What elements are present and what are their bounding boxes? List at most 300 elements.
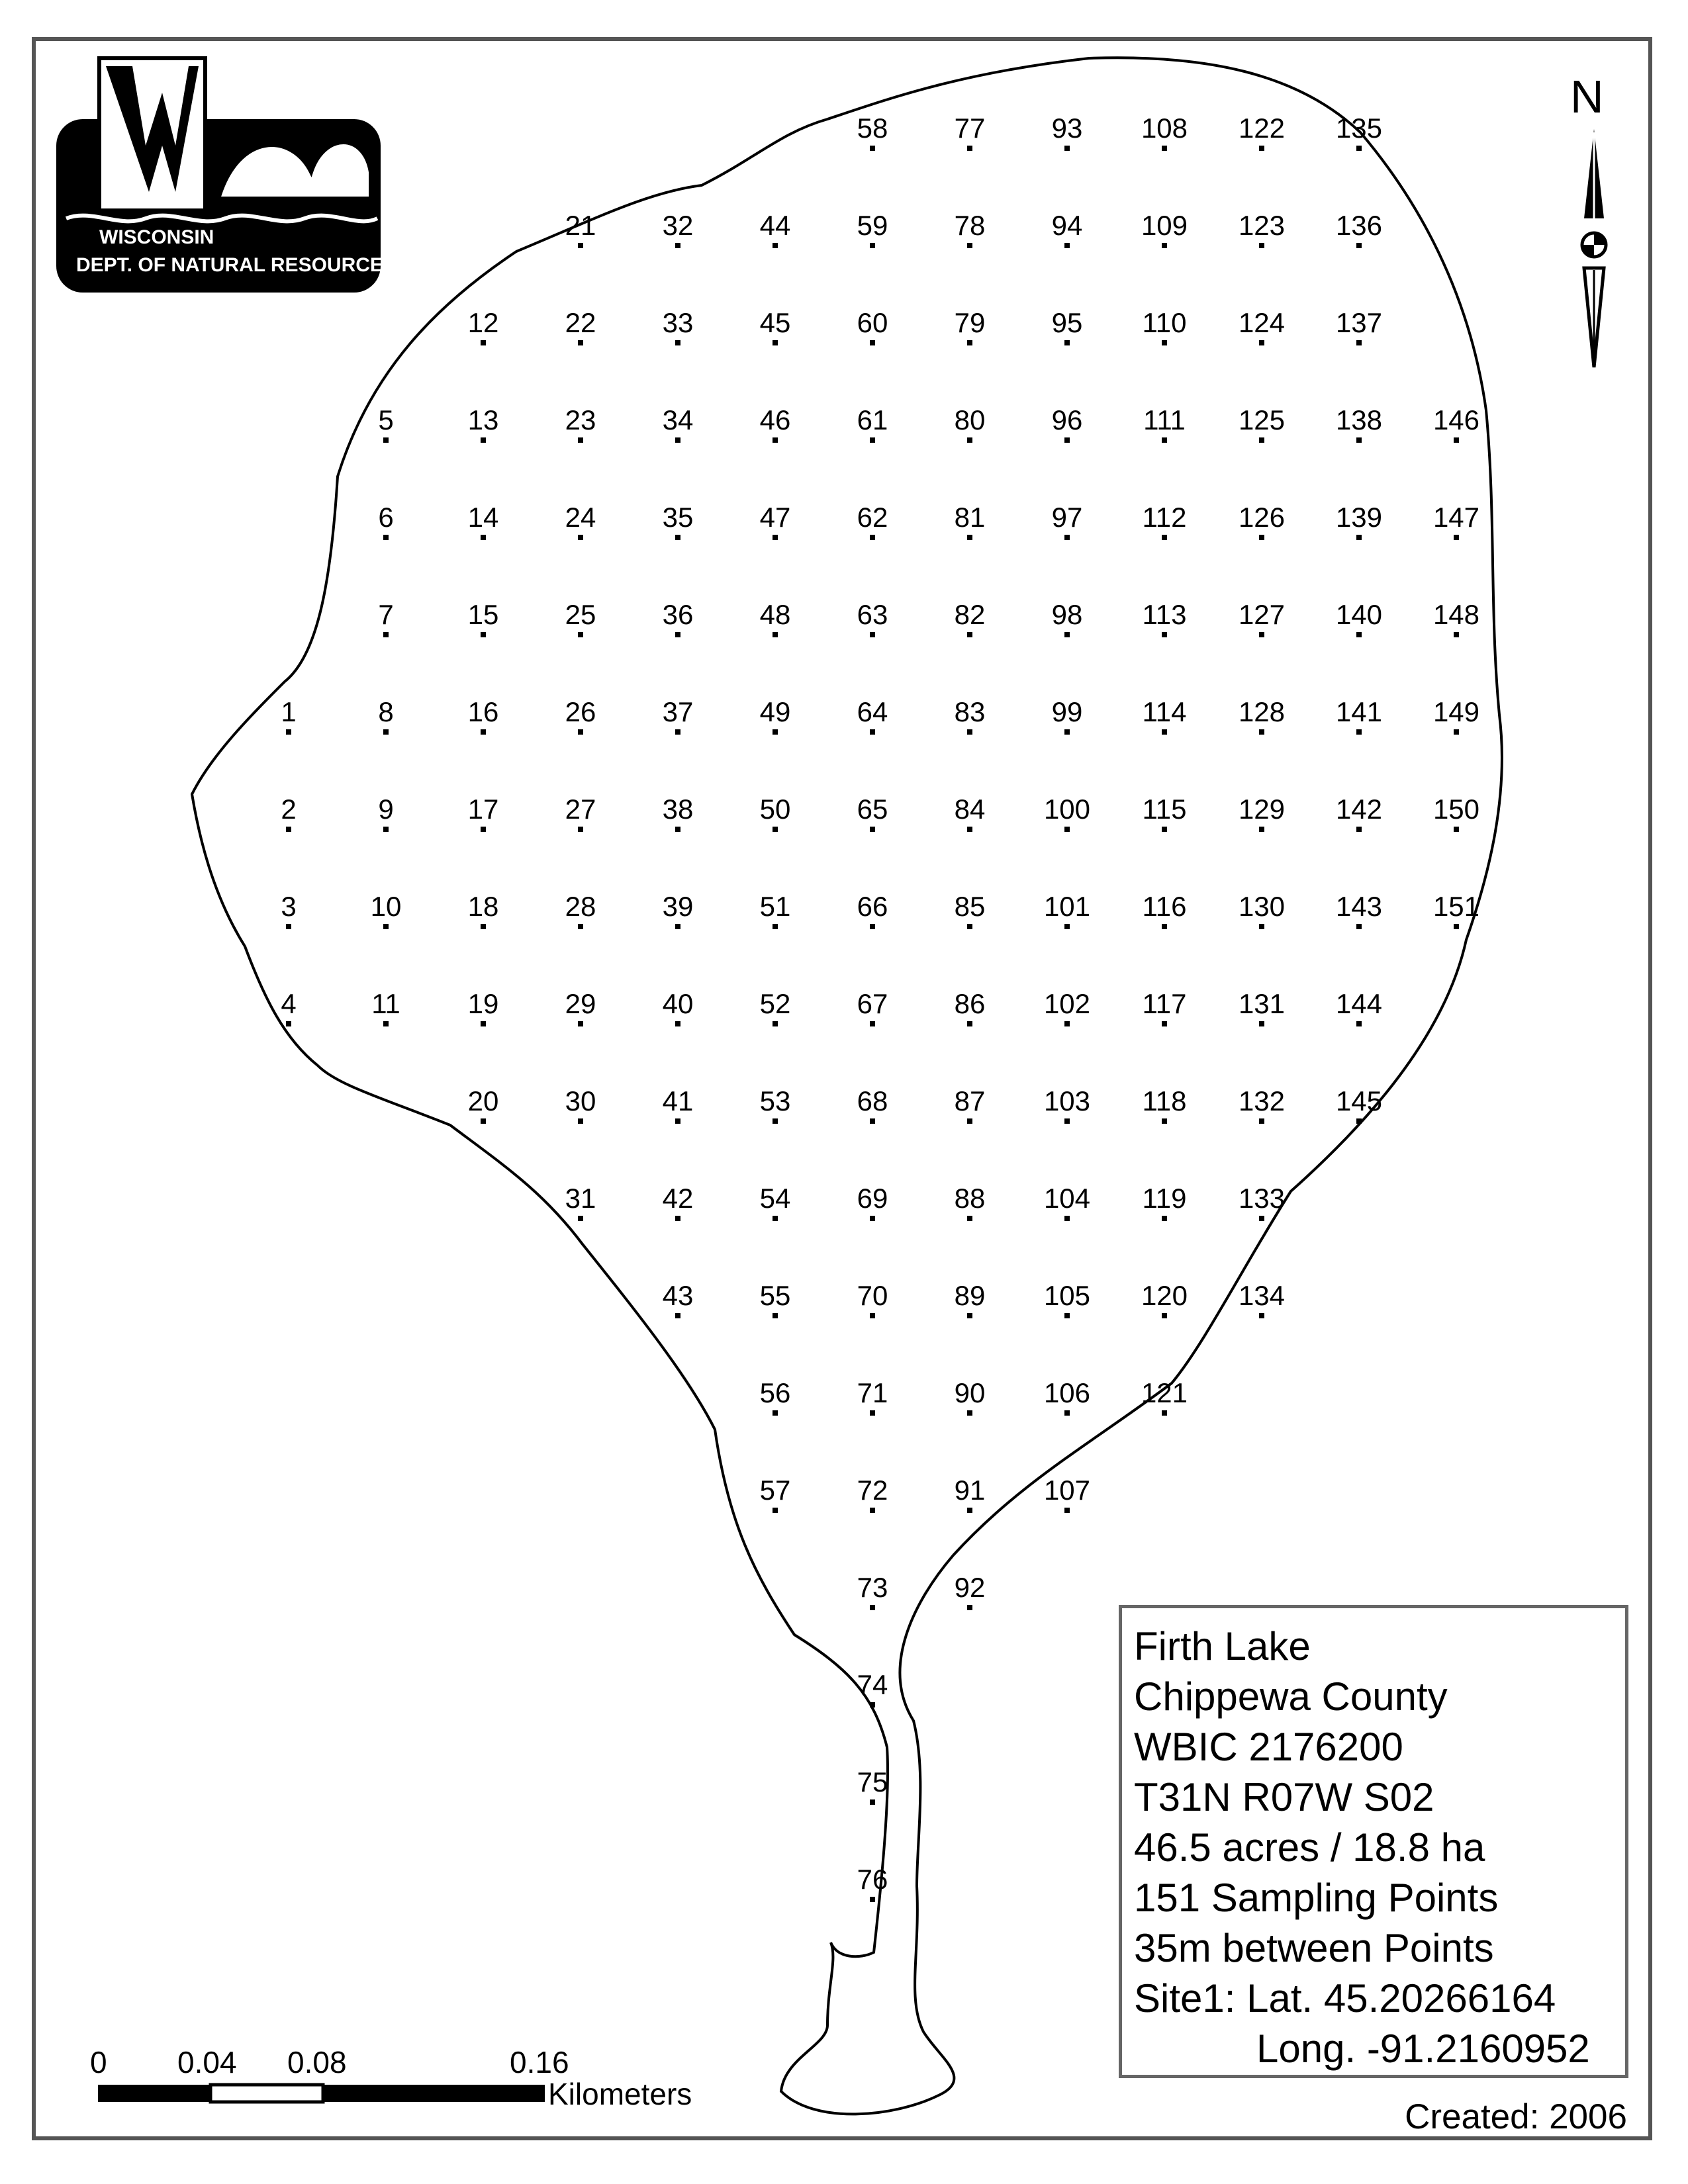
created-date: Created: 2006 — [1405, 2097, 1627, 2136]
sampling-point — [565, 599, 596, 637]
sampling-point-marker — [1259, 146, 1264, 151]
sampling-point-label: 36 — [662, 599, 694, 630]
sampling-point — [468, 696, 499, 735]
sampling-point-label: 16 — [467, 696, 499, 727]
sampling-point-marker — [870, 1702, 875, 1707]
sampling-point-marker — [578, 535, 583, 540]
sampling-point-label: 91 — [954, 1475, 986, 1506]
sampling-point-label: 128 — [1238, 696, 1286, 727]
sampling-point-marker — [773, 1508, 778, 1513]
sampling-point-label: 48 — [759, 599, 791, 630]
sampling-point-label: 87 — [954, 1085, 986, 1116]
sampling-point-marker — [578, 1216, 583, 1221]
sampling-point-marker — [675, 632, 680, 637]
sampling-point — [1044, 1085, 1090, 1124]
sampling-point — [857, 1085, 888, 1124]
sampling-point-label: 108 — [1141, 113, 1188, 144]
sampling-point-marker — [675, 340, 680, 345]
sampling-point-count: 151 Sampling Points — [1134, 1876, 1499, 1920]
sampling-point-marker — [967, 827, 972, 832]
sampling-point-marker — [1162, 1313, 1167, 1318]
sampling-point-label: 146 — [1432, 404, 1480, 435]
sampling-point-label: 88 — [954, 1183, 986, 1214]
sampling-point-marker — [383, 827, 389, 832]
sampling-point — [663, 210, 694, 248]
sampling-point-marker — [773, 1118, 778, 1124]
sampling-point — [281, 891, 296, 929]
sampling-point-marker — [1356, 437, 1362, 443]
sampling-point — [760, 1085, 791, 1124]
sampling-point-label: 46 — [759, 404, 791, 435]
sampling-point-marker — [383, 535, 389, 540]
sampling-point — [468, 502, 499, 540]
scale-label-016: 0.16 — [510, 2045, 569, 2079]
sampling-point-marker — [870, 535, 875, 540]
sampling-point — [760, 696, 791, 735]
sampling-point-marker — [870, 1897, 875, 1902]
sampling-point-marker — [1162, 729, 1167, 735]
sampling-point — [760, 599, 791, 637]
sampling-point-label: 38 — [662, 794, 694, 825]
sampling-point-marker — [1162, 827, 1167, 832]
sampling-point — [1239, 113, 1285, 151]
sampling-point-marker — [578, 1118, 583, 1124]
sampling-point-marker — [383, 437, 389, 443]
sampling-point — [1052, 307, 1083, 345]
sampling-point-label: 3 — [281, 891, 297, 922]
sampling-point — [955, 113, 986, 151]
sampling-point-label: 71 — [857, 1377, 888, 1408]
sampling-point — [857, 1766, 888, 1805]
sampling-point — [1141, 1377, 1188, 1416]
sampling-point-label: 55 — [759, 1280, 791, 1311]
sampling-point-label: 104 — [1043, 1183, 1091, 1214]
sampling-point — [1044, 1377, 1090, 1416]
sampling-point — [1433, 404, 1479, 443]
sampling-point-label: 50 — [759, 794, 791, 825]
sampling-point — [955, 1085, 986, 1124]
sampling-point-marker — [870, 632, 875, 637]
sampling-point-marker — [967, 1216, 972, 1221]
sampling-point-label: 95 — [1051, 307, 1083, 338]
sampling-point-marker — [286, 1021, 291, 1026]
sampling-point-marker — [870, 1118, 875, 1124]
sampling-point-label: 68 — [857, 1085, 888, 1116]
sampling-point-marker — [870, 1021, 875, 1026]
sampling-point — [1044, 1280, 1090, 1318]
sampling-point-label: 58 — [857, 113, 888, 144]
sampling-point — [1044, 1475, 1090, 1513]
sampling-point-label: 72 — [857, 1475, 888, 1506]
sampling-point — [468, 307, 499, 345]
sampling-point-marker — [870, 1313, 875, 1318]
sampling-point-label: 125 — [1238, 404, 1286, 435]
sampling-point-label: 143 — [1335, 891, 1383, 922]
sampling-point-marker — [675, 535, 680, 540]
sampling-point-marker — [870, 1605, 875, 1610]
sampling-point-label: 41 — [662, 1085, 694, 1116]
sampling-point-marker — [675, 1216, 680, 1221]
sampling-point-label: 31 — [565, 1183, 596, 1214]
sampling-point-marker — [1064, 535, 1070, 540]
sampling-point-label: 102 — [1043, 988, 1091, 1019]
sampling-point-label: 32 — [662, 210, 694, 241]
sampling-point-label: 119 — [1142, 1183, 1187, 1214]
sampling-point-label: 61 — [857, 404, 888, 435]
sampling-point-label: 147 — [1432, 502, 1480, 533]
sampling-point-marker — [967, 1118, 972, 1124]
sampling-point-label: 80 — [954, 404, 986, 435]
logo-line-2: DEPT. OF NATURAL RESOURCES — [76, 254, 397, 276]
sampling-point-label: 133 — [1238, 1183, 1286, 1214]
sampling-point — [857, 891, 888, 929]
sampling-point-label: 121 — [1141, 1377, 1188, 1408]
sampling-point-marker — [773, 1021, 778, 1026]
scale-bar — [90, 2045, 692, 2111]
sampling-point-marker — [870, 924, 875, 929]
sampling-point-label: 34 — [662, 404, 694, 435]
sampling-point — [760, 794, 791, 832]
sampling-point-label: 62 — [857, 502, 888, 533]
sampling-point-marker — [675, 924, 680, 929]
sampling-point-marker — [1454, 924, 1459, 929]
sampling-point-marker — [286, 924, 291, 929]
sampling-point-marker — [773, 1313, 778, 1318]
sampling-point — [955, 502, 986, 540]
sampling-point — [663, 599, 694, 637]
sampling-point-marker — [1259, 632, 1264, 637]
county-name: Chippewa County — [1134, 1674, 1448, 1719]
sampling-point-marker — [675, 437, 680, 443]
sampling-point — [1052, 696, 1083, 735]
sampling-point-label: 82 — [954, 599, 986, 630]
sampling-point — [663, 988, 694, 1026]
sampling-point-label: 96 — [1051, 404, 1083, 435]
sampling-point — [857, 1864, 888, 1902]
sampling-point-label: 89 — [954, 1280, 986, 1311]
sampling-point — [1141, 113, 1188, 151]
sampling-point-label: 145 — [1335, 1085, 1383, 1116]
sampling-point-label: 39 — [662, 891, 694, 922]
sampling-point — [1239, 307, 1285, 345]
sampling-point-label: 127 — [1238, 599, 1286, 630]
sampling-point-label: 44 — [759, 210, 791, 241]
sampling-point — [565, 794, 596, 832]
sampling-point — [1336, 891, 1382, 929]
sampling-point — [760, 1475, 791, 1513]
point-spacing: 35m between Points — [1134, 1926, 1494, 1970]
sampling-point-marker — [1356, 243, 1362, 248]
sampling-point-marker — [675, 243, 680, 248]
sampling-point-marker — [870, 1410, 875, 1416]
sampling-point — [760, 210, 791, 248]
sampling-point-marker — [481, 1118, 486, 1124]
sampling-point — [378, 404, 393, 443]
sampling-point — [281, 988, 296, 1026]
sampling-point-label: 149 — [1432, 696, 1480, 727]
sampling-point — [955, 794, 986, 832]
sampling-point-label: 101 — [1043, 891, 1091, 922]
sampling-point-marker — [1259, 1313, 1264, 1318]
sampling-point-marker — [481, 1021, 486, 1026]
sampling-point — [1336, 502, 1382, 540]
sampling-point-label: 109 — [1141, 210, 1188, 241]
sampling-point-marker — [967, 729, 972, 735]
sampling-point-marker — [1356, 729, 1362, 735]
sampling-point — [1052, 404, 1083, 443]
sampling-point-marker — [870, 340, 875, 345]
sampling-point — [857, 502, 888, 540]
sampling-point — [565, 891, 596, 929]
sampling-point-marker — [1454, 827, 1459, 832]
sampling-point-label: 115 — [1142, 794, 1187, 825]
sampling-point-label: 103 — [1043, 1085, 1091, 1116]
sampling-point-marker — [1356, 1021, 1362, 1026]
sampling-point-marker — [870, 1508, 875, 1513]
sampling-point-label: 79 — [954, 307, 986, 338]
sampling-point-marker — [773, 924, 778, 929]
sampling-point — [1143, 988, 1187, 1026]
sampling-point-label: 52 — [759, 988, 791, 1019]
sampling-point-label: 22 — [565, 307, 596, 338]
sampling-point-label: 120 — [1141, 1280, 1188, 1311]
sampling-point-marker — [967, 146, 972, 151]
sampling-point-marker — [773, 1216, 778, 1221]
sampling-point — [1143, 1183, 1187, 1221]
sampling-point — [1336, 113, 1382, 151]
sampling-point — [1239, 1183, 1285, 1221]
scale-segment-1 — [98, 2085, 211, 2102]
sampling-point-label: 10 — [370, 891, 402, 922]
sampling-point-label: 40 — [662, 988, 694, 1019]
sampling-point — [378, 696, 393, 735]
sampling-point — [468, 988, 499, 1026]
sampling-point — [1239, 988, 1285, 1026]
sampling-point-marker — [675, 1313, 680, 1318]
sampling-point-label: 93 — [1051, 113, 1083, 144]
sampling-point-marker — [675, 1118, 680, 1124]
sampling-point-label: 117 — [1142, 988, 1187, 1019]
sampling-point-label: 47 — [759, 502, 791, 533]
sampling-point-marker — [1259, 924, 1264, 929]
sampling-point-marker — [1162, 1118, 1167, 1124]
wdnr-logo — [56, 58, 397, 293]
sampling-point — [955, 1572, 986, 1610]
sampling-point-marker — [1064, 1508, 1070, 1513]
sampling-point-marker — [773, 535, 778, 540]
sampling-point — [1433, 502, 1479, 540]
sampling-point — [663, 1280, 694, 1318]
sampling-point-label: 27 — [565, 794, 596, 825]
sampling-point — [1044, 988, 1090, 1026]
sampling-point-marker — [1454, 632, 1459, 637]
sampling-point-marker — [967, 632, 972, 637]
sampling-point-label: 116 — [1142, 891, 1187, 922]
sampling-point — [857, 599, 888, 637]
sampling-point-label: 137 — [1335, 307, 1383, 338]
sampling-point-label: 9 — [378, 794, 394, 825]
sampling-point-label: 90 — [954, 1377, 986, 1408]
sampling-point — [1433, 599, 1479, 637]
scale-segment-3 — [323, 2085, 545, 2102]
sampling-point-marker — [1162, 924, 1167, 929]
sampling-point-marker — [1356, 340, 1362, 345]
sampling-point — [565, 696, 596, 735]
sampling-point — [1239, 794, 1285, 832]
sampling-point — [955, 891, 986, 929]
sampling-point-marker — [481, 437, 486, 443]
sampling-point — [857, 1475, 888, 1513]
sampling-point-label: 37 — [662, 696, 694, 727]
sampling-point-marker — [773, 632, 778, 637]
sampling-point-marker — [1064, 243, 1070, 248]
sampling-point — [663, 696, 694, 735]
sampling-point-label: 7 — [378, 599, 394, 630]
sampling-point-label: 25 — [565, 599, 596, 630]
sampling-point-label: 57 — [759, 1475, 791, 1506]
sampling-point — [1239, 404, 1285, 443]
scale-label-0: 0 — [90, 2045, 107, 2079]
sampling-point-marker — [1259, 729, 1264, 735]
sampling-point-label: 4 — [281, 988, 297, 1019]
sampling-point-label: 122 — [1238, 113, 1286, 144]
sampling-point-marker — [578, 729, 583, 735]
sampling-point — [955, 210, 986, 248]
sampling-point-marker — [481, 729, 486, 735]
sampling-point — [1336, 404, 1382, 443]
sampling-point-label: 105 — [1043, 1280, 1091, 1311]
sampling-point — [1239, 502, 1285, 540]
sampling-point — [1239, 696, 1285, 735]
sampling-point — [371, 891, 402, 929]
sampling-point-label: 65 — [857, 794, 888, 825]
sampling-point-label: 59 — [857, 210, 888, 241]
lake-area: 46.5 acres / 18.8 ha — [1134, 1825, 1485, 1870]
sampling-point — [663, 404, 694, 443]
sampling-point — [378, 794, 393, 832]
sampling-point-marker — [481, 924, 486, 929]
scale-segment-2 — [211, 2085, 323, 2102]
sampling-point-marker — [1259, 437, 1264, 443]
sampling-point — [1239, 599, 1285, 637]
sampling-point-marker — [481, 340, 486, 345]
sampling-point-marker — [1356, 535, 1362, 540]
wbic-code: WBIC 2176200 — [1134, 1725, 1403, 1769]
sampling-point-marker — [967, 535, 972, 540]
sampling-point-label: 21 — [565, 210, 596, 241]
sampling-point-marker — [578, 340, 583, 345]
sampling-point-marker — [1356, 1118, 1362, 1124]
sampling-point-marker — [1064, 1118, 1070, 1124]
sampling-point — [1052, 210, 1083, 248]
sampling-point — [955, 1183, 986, 1221]
sampling-point-label: 63 — [857, 599, 888, 630]
sampling-point-label: 148 — [1432, 599, 1480, 630]
sampling-point-label: 138 — [1335, 404, 1383, 435]
sampling-point — [760, 988, 791, 1026]
sampling-point-marker — [1259, 1021, 1264, 1026]
sampling-point-label: 42 — [662, 1183, 694, 1214]
sampling-point — [857, 1377, 888, 1416]
sampling-point-marker — [1162, 437, 1167, 443]
sampling-point-label: 69 — [857, 1183, 888, 1214]
sampling-point-marker — [773, 729, 778, 735]
sampling-point-label: 11 — [371, 988, 400, 1019]
sampling-point-label: 113 — [1142, 599, 1187, 630]
sampling-point-label: 17 — [467, 794, 499, 825]
sampling-point — [760, 1280, 791, 1318]
sampling-point — [1143, 599, 1187, 637]
sampling-point-marker — [967, 1605, 972, 1610]
sampling-point-label: 64 — [857, 696, 888, 727]
sampling-point-marker — [1356, 827, 1362, 832]
sampling-point-label: 43 — [662, 1280, 694, 1311]
sampling-point-label: 94 — [1051, 210, 1083, 241]
sampling-point-label: 1 — [281, 696, 297, 727]
sampling-point-label: 35 — [662, 502, 694, 533]
sampling-point — [857, 210, 888, 248]
sampling-point-marker — [1064, 146, 1070, 151]
sampling-point-marker — [578, 1021, 583, 1026]
sampling-point-label: 86 — [954, 988, 986, 1019]
sampling-point — [378, 599, 393, 637]
sampling-point — [1052, 113, 1083, 151]
sampling-point — [1143, 891, 1187, 929]
sampling-point — [1336, 210, 1382, 248]
sampling-point-label: 60 — [857, 307, 888, 338]
sampling-point — [1336, 599, 1382, 637]
sampling-point-marker — [1454, 729, 1459, 735]
sampling-point-marker — [481, 632, 486, 637]
sampling-point-label: 114 — [1142, 696, 1187, 727]
sampling-point — [1239, 1085, 1285, 1124]
sampling-point-label: 135 — [1335, 113, 1383, 144]
sampling-point-label: 5 — [378, 404, 394, 435]
sampling-point-label: 106 — [1043, 1377, 1091, 1408]
sampling-point-label: 24 — [565, 502, 596, 533]
sampling-point-marker — [1162, 146, 1167, 151]
sampling-point-label: 111 — [1143, 404, 1186, 435]
sampling-point-marker — [1356, 146, 1362, 151]
sampling-point-label: 112 — [1142, 502, 1187, 533]
sampling-point-label: 144 — [1335, 988, 1383, 1019]
sampling-point-label: 13 — [467, 404, 499, 435]
sampling-point-label: 92 — [954, 1572, 986, 1603]
sampling-point — [1336, 988, 1382, 1026]
sampling-point-label: 78 — [954, 210, 986, 241]
sampling-point-marker — [773, 437, 778, 443]
sampling-point-label: 8 — [378, 696, 394, 727]
sampling-point-marker — [1162, 1216, 1167, 1221]
sampling-point — [663, 307, 694, 345]
sampling-point-label: 132 — [1238, 1085, 1286, 1116]
sampling-point — [857, 113, 888, 151]
sampling-point — [760, 891, 791, 929]
sampling-point-label: 130 — [1238, 891, 1286, 922]
sampling-point-label: 14 — [467, 502, 499, 533]
sampling-point-marker — [967, 1313, 972, 1318]
sampling-point-label: 67 — [857, 988, 888, 1019]
sampling-point — [1143, 794, 1187, 832]
sampling-point — [1143, 1085, 1187, 1124]
sampling-point — [857, 696, 888, 735]
sampling-point-marker — [1454, 535, 1459, 540]
lake-name: Firth Lake — [1134, 1624, 1311, 1668]
sampling-point-label: 98 — [1051, 599, 1083, 630]
sampling-point-marker — [967, 924, 972, 929]
sampling-point-label: 49 — [759, 696, 791, 727]
sampling-point — [857, 794, 888, 832]
